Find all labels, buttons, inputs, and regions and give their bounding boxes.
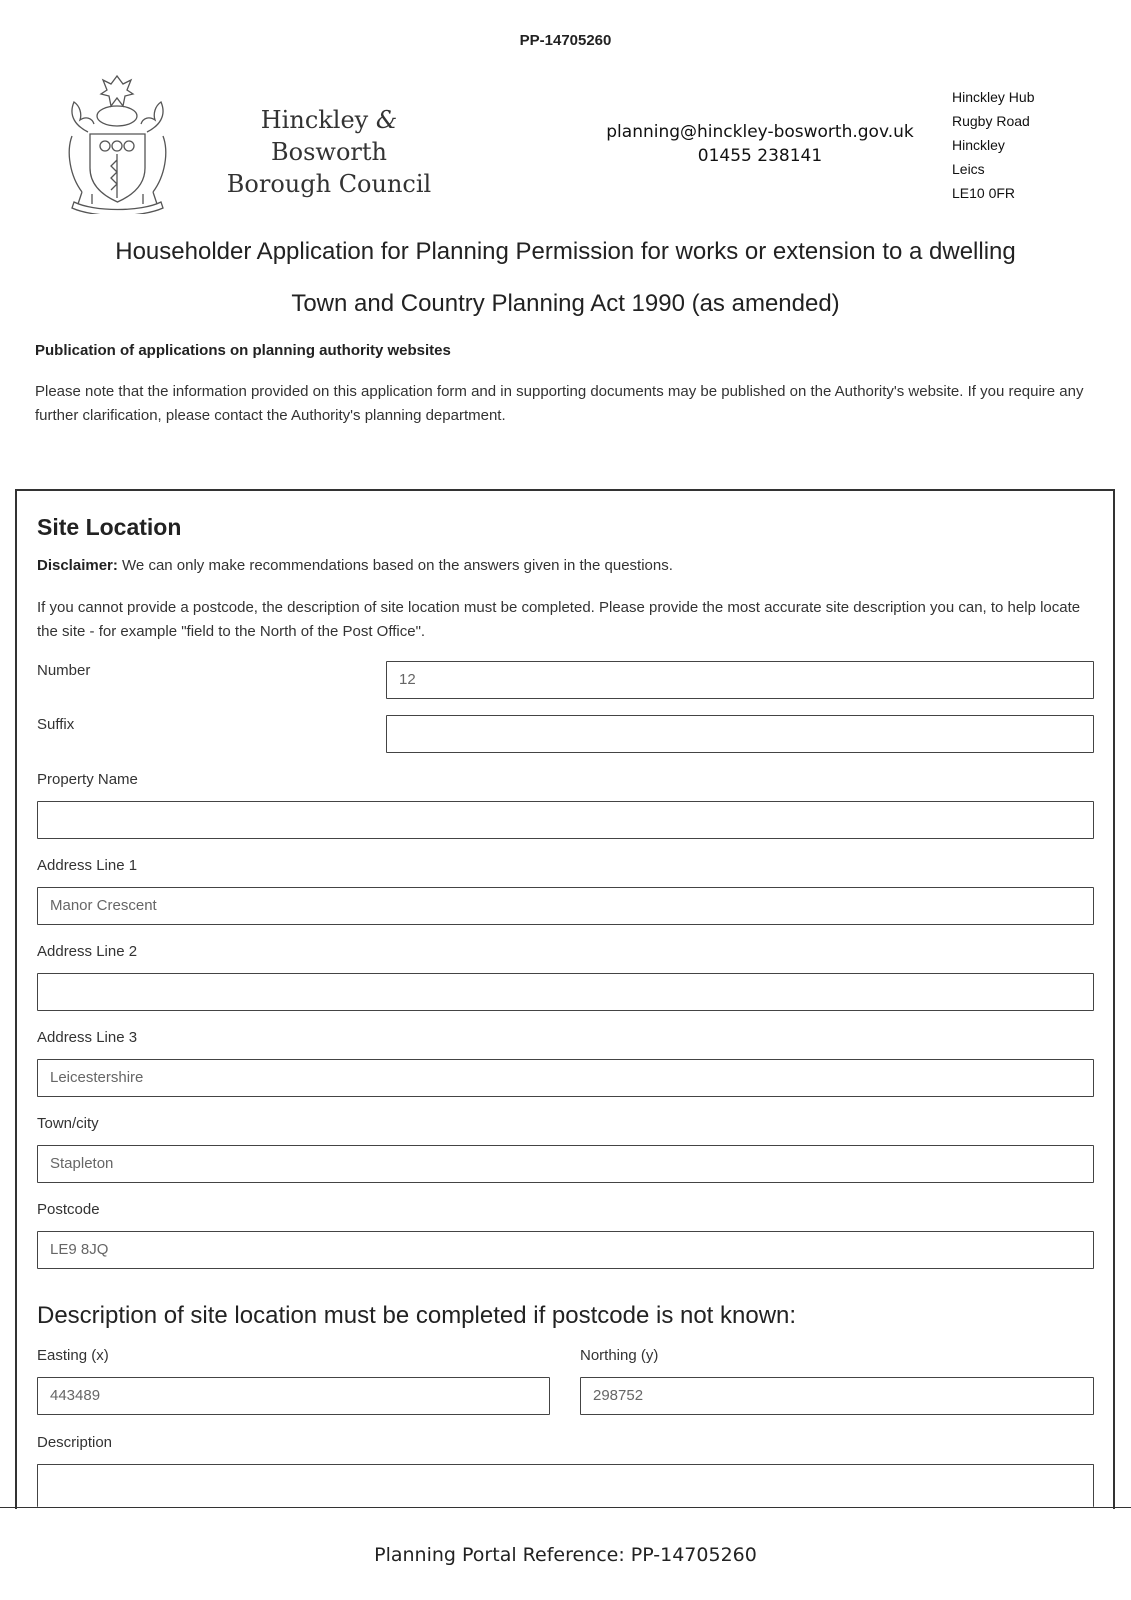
property-name-field[interactable] <box>37 801 1094 839</box>
section-title: Site Location <box>37 514 182 540</box>
town-label: Town/city <box>37 1115 99 1132</box>
form-title: Householder Application for Planning Permission for works or extension to a dwelling <box>115 238 1016 265</box>
council-name-amp: & <box>375 106 398 134</box>
address-line: Hinckley <box>952 137 1005 153</box>
address-line2-label: Address Line 2 <box>37 943 138 960</box>
suffix-label: Suffix <box>37 716 75 733</box>
council-name-line2: Borough Council <box>226 170 432 198</box>
publication-text: Please note that the information provided on this application form and in supporting documents may be published on the Authority's website. If you require any further clarification, please contact the Authority's planning department. <box>35 383 1084 424</box>
northing-field[interactable]: 298752 <box>580 1377 1094 1415</box>
publication-heading: Publication of applications on planning authority websites <box>35 342 451 359</box>
form-act-title: Town and Country Planning Act 1990 (as amended) <box>291 290 840 317</box>
council-crest-logo <box>60 72 175 214</box>
council-name-part2: Bosworth <box>271 138 387 166</box>
disclaimer-label: Disclaimer: <box>37 557 118 574</box>
address-line: Hinckley Hub <box>952 89 1035 105</box>
reference-number: PP-14705260 <box>519 32 612 49</box>
northing-label: Northing (y) <box>580 1347 659 1364</box>
contact-phone: 01455 238141 <box>697 146 823 166</box>
description-label: Description <box>37 1434 113 1451</box>
footer-reference: Planning Portal Reference: PP-14705260 <box>374 1544 757 1566</box>
suffix-field[interactable] <box>386 715 1094 753</box>
postcode-info: If you cannot provide a postcode, the description of site location must be completed. Please provide the most accurate site description you can, to help locate the site - for example "field to the North of the Post Office". <box>37 599 1081 640</box>
easting-label: Easting (x) <box>37 1347 109 1364</box>
property-name-label: Property Name <box>37 771 138 788</box>
disclaimer-text: We can only make recommendations based on the answers given in the questions. <box>117 557 673 574</box>
contact-details <box>600 120 920 168</box>
council-name <box>204 104 454 200</box>
postcode-label: Postcode <box>37 1201 100 1218</box>
address-line3-field[interactable]: Leicestershire <box>37 1059 1094 1097</box>
description-field[interactable] <box>37 1464 1094 1507</box>
town-field[interactable]: Stapleton <box>37 1145 1094 1183</box>
address-line1-field[interactable]: Manor Crescent <box>37 887 1094 925</box>
footer-divider <box>0 1507 1131 1508</box>
easting-field[interactable]: 443489 <box>37 1377 550 1415</box>
number-label: Number <box>37 662 91 679</box>
address-line1-label: Address Line 1 <box>37 857 138 874</box>
council-address <box>952 85 1034 205</box>
description-heading: Description of site location must be completed if postcode is not known: <box>37 1302 797 1329</box>
address-line: Rugby Road <box>952 113 1030 129</box>
contact-email: planning@hinckley-bosworth.gov.uk <box>606 122 914 142</box>
address-line: Leics <box>952 161 985 177</box>
postcode-field[interactable]: LE9 8JQ <box>37 1231 1094 1269</box>
number-field[interactable]: 12 <box>386 661 1094 699</box>
address-line2-field[interactable] <box>37 973 1094 1011</box>
address-line3-label: Address Line 3 <box>37 1029 138 1046</box>
address-line: LE10 0FR <box>952 185 1016 201</box>
council-name-part1: Hinckley <box>260 106 369 134</box>
disclaimer <box>37 557 1097 574</box>
